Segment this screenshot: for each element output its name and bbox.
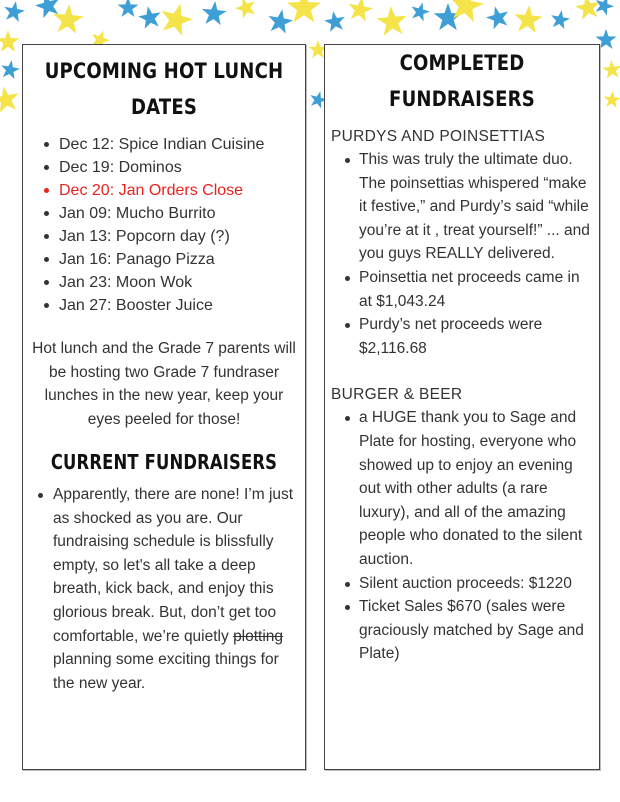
star-icon	[603, 90, 620, 108]
list-item: Jan 13: Popcorn day (?)	[59, 225, 305, 248]
list-item: Silent auction proceeds: $1220	[359, 572, 593, 596]
star-icon	[346, 0, 374, 23]
list-item: Poinsettia net proceeds came in at $1,043.24	[359, 266, 593, 313]
list-item: This was truly the ultimate duo. The poinsettias whispered “make it festive,” and Purdy’s said “while you’re at it , treat yourself!” ... and you guys REALLY delivered.	[359, 148, 593, 266]
list-item: Dec 12: Spice Indian Cuisine	[59, 133, 305, 156]
star-icon	[513, 4, 544, 34]
star-icon	[549, 9, 571, 30]
star-icon	[201, 0, 228, 26]
struck-word: plotting	[233, 627, 284, 645]
star-icon	[118, 0, 139, 17]
star-icon	[484, 3, 512, 30]
list-item: Jan 16: Panago Pizza	[59, 248, 305, 271]
star-icon	[157, 0, 196, 37]
star-icon	[137, 4, 163, 29]
star-icon	[0, 84, 21, 114]
orders-close-item: Dec 20: Jan Orders Close	[59, 179, 305, 202]
purdys-list	[325, 148, 599, 360]
list-item: Jan 09: Mucho Burrito	[59, 202, 305, 225]
list-item: Jan 23: Moon Wok	[59, 271, 305, 294]
upcoming-hot-lunch-heading: UPCOMING HOT LUNCH DATES	[44, 59, 284, 119]
burger-beer-list	[325, 406, 599, 666]
list-item: Ticket Sales $670 (sales were graciously matched by Sage and Plate)	[359, 595, 593, 666]
current-fundraisers-list	[23, 483, 305, 695]
completed-fundraisers-panel	[324, 44, 600, 770]
star-icon	[409, 0, 432, 22]
star-icon	[0, 59, 21, 80]
star-icon	[266, 7, 294, 34]
star-icon	[434, 3, 463, 30]
star-icon	[0, 30, 19, 52]
list-item: Purdy’s net proceeds were $2,116.68	[359, 313, 593, 360]
star-icon	[232, 0, 258, 20]
star-icon	[323, 9, 347, 32]
star-icon	[375, 5, 408, 36]
list-item: Jan 27: Booster Juice	[59, 294, 305, 317]
list-item: Apparently, there are none! I’m just as shocked as you are. Our fundraising schedule is blissfully empty, so let's all take a deep breath, kick back, and enjoy this glorious break. But, don’t get too comfortable, we’re quietly plotting planning some exciting things for the new year.	[53, 483, 295, 695]
star-icon	[52, 3, 85, 34]
current-fundraisers-heading: CURRENT FUNDRAISERS	[50, 450, 278, 474]
star-icon	[2, 0, 26, 23]
hot-lunch-note: Hot lunch and the Grade 7 parents will be hosting two Grade 7 fundraser lunches in the new year, keep your eyes peeled for those!	[32, 340, 296, 428]
list-item: Dec 19: Dominos	[59, 156, 305, 179]
list-item: a HUGE thank you to Sage and Plate for hosting, everyone who showed up to enjoy an evening out with other adults (a rare luxury), and all of the amazing people who donated to the silent auction.	[359, 406, 593, 571]
star-icon	[287, 0, 321, 23]
completed-fundraisers-heading: COMPLETED FUNDRAISERS	[389, 51, 535, 111]
purdys-section-title: PURDYS AND POINSETTIAS	[331, 128, 546, 145]
hot-lunch-list	[23, 133, 305, 317]
upcoming-hot-lunch-panel	[22, 44, 306, 770]
star-icon	[602, 59, 620, 79]
burger-beer-section-title: BURGER & BEER	[331, 386, 463, 404]
